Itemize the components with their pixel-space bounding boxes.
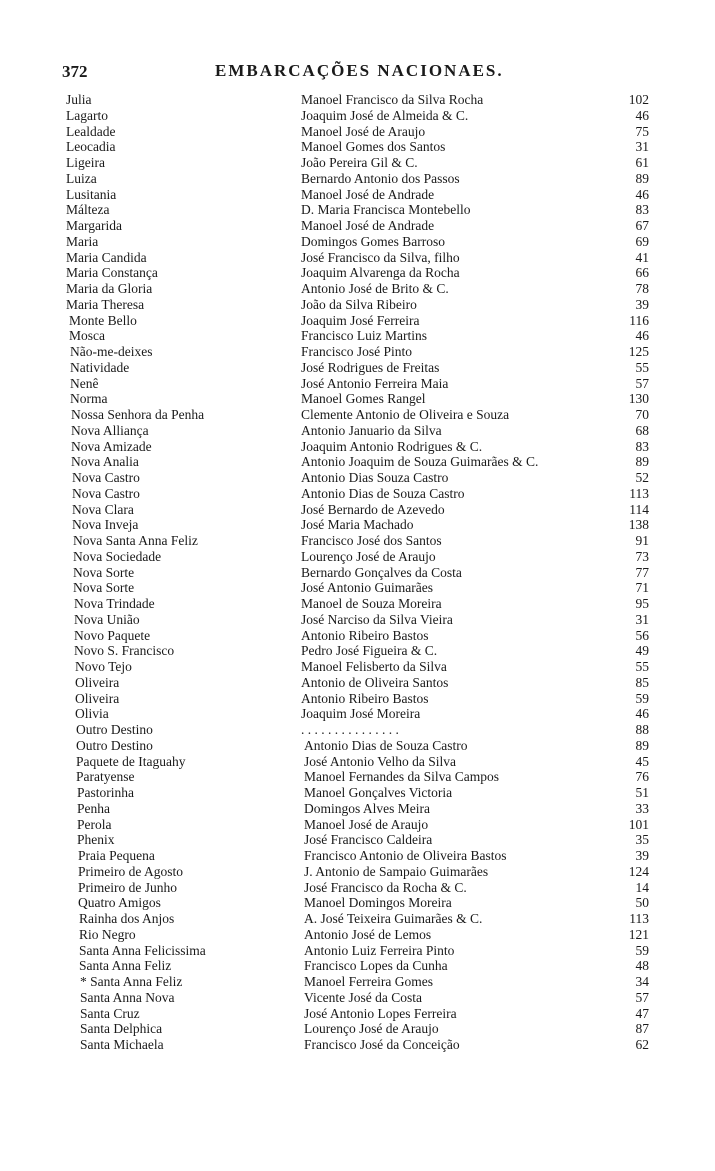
vessel-name: Nova Santa Anna Feliz bbox=[73, 533, 198, 548]
list-item bbox=[0, 297, 715, 313]
owner-name: Francisco Antonio de Oliveira Bastos bbox=[304, 848, 507, 863]
owner-name: . . . . . . . . . . . . . . . bbox=[301, 722, 399, 737]
vessel-name: Rio Negro bbox=[79, 926, 136, 942]
owner-name: Manoel José de Andrade bbox=[301, 186, 435, 202]
vessel-number: 55 bbox=[635, 359, 649, 375]
owner-name: José Antonio Lopes Ferreira bbox=[304, 1005, 457, 1021]
list-item bbox=[0, 565, 715, 581]
vessel-number: 113 bbox=[629, 485, 649, 501]
vessel-name: Paratyense bbox=[76, 769, 135, 785]
vessel-number: 46 bbox=[635, 328, 649, 344]
vessel-name: Não-me-deixes bbox=[70, 344, 153, 359]
list-item bbox=[0, 281, 715, 297]
vessel-name: Santa Michaela bbox=[80, 1037, 164, 1052]
owner-name: Manoel Gomes dos Santos bbox=[301, 139, 446, 155]
list-item bbox=[0, 391, 715, 407]
owner-name: Francisco José dos Santos bbox=[301, 533, 442, 548]
page-number: 372 bbox=[62, 62, 88, 81]
vessel-number: 61 bbox=[635, 155, 649, 170]
owner-name: Francisco José Pinto bbox=[301, 344, 412, 359]
list-item bbox=[0, 691, 715, 707]
list-item bbox=[0, 423, 715, 439]
owner-name: José Antonio Guimarães bbox=[301, 580, 433, 596]
vessel-number: 101 bbox=[628, 816, 649, 832]
owner-name: Antonio Ribeiro Bastos bbox=[301, 627, 429, 643]
owner-name: Antonio Dias de Souza Castro bbox=[304, 737, 468, 753]
owner-name: Antonio Januario da Silva bbox=[301, 422, 442, 438]
vessel-number: 87 bbox=[635, 1021, 649, 1037]
vessel-number: 116 bbox=[629, 312, 649, 328]
list-item bbox=[0, 313, 715, 329]
vessel-number: 48 bbox=[635, 958, 649, 974]
list-item bbox=[0, 801, 715, 817]
owner-name: Domingos Alves Meira bbox=[304, 800, 430, 816]
owner-name: Domingos Gomes Barroso bbox=[301, 233, 445, 249]
vessel-name: Nova Trindade bbox=[74, 596, 155, 611]
vessel-number: 138 bbox=[628, 517, 649, 533]
vessel-name: Oliveira bbox=[75, 690, 120, 706]
list-item bbox=[0, 628, 715, 644]
list-item bbox=[0, 880, 715, 896]
owner-name: Antonio de Oliveira Santos bbox=[301, 674, 449, 690]
list-item bbox=[0, 360, 715, 376]
list-item bbox=[0, 92, 715, 108]
vessel-number: 31 bbox=[635, 139, 649, 155]
vessel-number: 83 bbox=[635, 438, 649, 454]
owner-name: Antonio Joaquim de Souza Guimarães & C. bbox=[301, 454, 539, 470]
list-item bbox=[0, 1021, 715, 1037]
list-item bbox=[0, 817, 715, 833]
owner-name: Manoel José de Araujo bbox=[304, 816, 429, 832]
vessel-number: 31 bbox=[635, 611, 649, 627]
list-item bbox=[0, 659, 715, 675]
list-item bbox=[0, 407, 715, 423]
vessel-name: Margarida bbox=[66, 218, 122, 233]
vessel-name: Primeiro de Junho bbox=[78, 879, 177, 895]
list-item bbox=[0, 265, 715, 281]
vessel-name: Nova Castro bbox=[72, 485, 140, 501]
owner-name: Manoel Domingos Moreira bbox=[304, 895, 452, 911]
owner-name: J. Antonio de Sampaio Guimarães bbox=[304, 863, 489, 879]
list-item bbox=[0, 533, 715, 549]
owner-name: Manoel Gomes Rangel bbox=[301, 391, 426, 407]
owner-name: Antonio Dias Souza Castro bbox=[301, 470, 449, 485]
list-item bbox=[0, 722, 715, 738]
vessel-list bbox=[0, 92, 715, 1053]
list-item bbox=[0, 549, 715, 565]
vessel-name: Novo Tejo bbox=[75, 659, 132, 674]
owner-name: João Pereira Gil & C. bbox=[301, 155, 418, 170]
vessel-name: Praia Pequena bbox=[78, 848, 155, 863]
vessel-name: Maria Theresa bbox=[66, 296, 145, 312]
vessel-number: 46 bbox=[635, 107, 649, 123]
owner-name: José Antonio Velho da Silva bbox=[304, 753, 457, 769]
owner-name: Francisco Luiz Martins bbox=[301, 328, 427, 344]
vessel-number: 85 bbox=[635, 674, 649, 690]
owner-name: Antonio Dias de Souza Castro bbox=[301, 485, 465, 501]
list-item bbox=[0, 927, 715, 943]
vessel-number: 41 bbox=[635, 249, 649, 265]
vessel-number: 73 bbox=[635, 548, 649, 564]
vessel-number: 50 bbox=[635, 895, 649, 911]
vessel-name: Phenix bbox=[77, 832, 115, 848]
vessel-name: Nova Castro bbox=[72, 470, 140, 485]
owner-name: Manoel Felisberto da Silva bbox=[301, 659, 447, 674]
vessel-number: 33 bbox=[635, 800, 649, 816]
vessel-number: 89 bbox=[635, 170, 649, 186]
vessel-number: 67 bbox=[635, 218, 649, 233]
vessel-name: Ligeira bbox=[66, 155, 105, 170]
vessel-name: * Santa Anna Feliz bbox=[80, 974, 183, 989]
vessel-number: 88 bbox=[635, 722, 649, 737]
vessel-number: 125 bbox=[628, 344, 649, 359]
vessel-name: Perola bbox=[77, 816, 112, 832]
vessel-name: Santa Cruz bbox=[80, 1005, 140, 1021]
vessel-name: Lagarto bbox=[66, 107, 108, 123]
owner-name: Manoel Francisco da Silva Rocha bbox=[301, 92, 484, 107]
list-item bbox=[0, 958, 715, 974]
vessel-number: 95 bbox=[635, 596, 649, 611]
vessel-name: Lealdade bbox=[66, 123, 116, 139]
vessel-number: 49 bbox=[635, 643, 649, 659]
owner-name: Joaquim Alvarenga da Rocha bbox=[301, 265, 460, 281]
vessel-name: Málteza bbox=[66, 202, 110, 218]
owner-name: Manoel Ferreira Gomes bbox=[304, 974, 433, 989]
owner-name: Pedro José Figueira & C. bbox=[301, 643, 438, 659]
owner-name: Bernardo Antonio dos Passos bbox=[301, 170, 460, 186]
list-item bbox=[0, 769, 715, 785]
vessel-number: 66 bbox=[635, 265, 649, 281]
list-item bbox=[0, 250, 715, 266]
vessel-name: Santa Anna Felicissima bbox=[79, 942, 206, 958]
vessel-name: Outro Destino bbox=[76, 722, 153, 737]
vessel-number: 59 bbox=[635, 942, 649, 958]
vessel-name: Leocadia bbox=[66, 139, 116, 155]
vessel-number: 91 bbox=[635, 533, 649, 548]
list-item bbox=[0, 517, 715, 533]
list-item bbox=[0, 502, 715, 518]
list-item bbox=[0, 470, 715, 486]
owner-name: José Antonio Ferreira Maia bbox=[301, 375, 449, 391]
vessel-number: 124 bbox=[628, 863, 649, 879]
vessel-number: 83 bbox=[635, 202, 649, 218]
owner-name: Antonio Ribeiro Bastos bbox=[301, 690, 429, 706]
list-item bbox=[0, 108, 715, 124]
list-item bbox=[0, 344, 715, 360]
vessel-number: 57 bbox=[635, 989, 649, 1005]
vessel-number: 51 bbox=[635, 785, 649, 800]
list-item bbox=[0, 580, 715, 596]
owner-name: José Narciso da Silva Vieira bbox=[301, 611, 453, 627]
list-item bbox=[0, 612, 715, 628]
list-item bbox=[0, 218, 715, 234]
list-item bbox=[0, 754, 715, 770]
vessel-name: Quatro Amigos bbox=[78, 895, 161, 911]
vessel-name: Mosca bbox=[69, 328, 105, 344]
vessel-number: 14 bbox=[635, 879, 649, 895]
list-item bbox=[0, 486, 715, 502]
list-item bbox=[0, 124, 715, 140]
vessel-number: 34 bbox=[635, 974, 649, 989]
vessel-name: Primeiro de Agosto bbox=[78, 863, 183, 879]
vessel-number: 46 bbox=[635, 706, 649, 722]
vessel-name: Maria Constança bbox=[66, 265, 158, 281]
owner-name: José Francisco Caldeira bbox=[304, 832, 433, 848]
vessel-name: Rainha dos Anjos bbox=[79, 911, 175, 926]
owner-name: Antonio José de Lemos bbox=[304, 926, 432, 942]
vessel-number: 68 bbox=[635, 422, 649, 438]
owner-name: Bernardo Gonçalves da Costa bbox=[301, 564, 462, 580]
owner-name: José Bernardo de Azevedo bbox=[301, 501, 445, 517]
list-item bbox=[0, 706, 715, 722]
owner-name: João da Silva Ribeiro bbox=[301, 296, 417, 312]
vessel-number: 130 bbox=[628, 391, 649, 407]
vessel-name: Maria bbox=[66, 233, 99, 249]
owner-name: Francisco José da Conceição bbox=[304, 1037, 460, 1052]
list-item bbox=[0, 675, 715, 691]
vessel-name: Nova Clara bbox=[72, 501, 134, 517]
owner-name: Manoel José de Araujo bbox=[301, 123, 426, 139]
owner-name: José Maria Machado bbox=[301, 517, 414, 533]
vessel-name: Nova Sorte bbox=[73, 564, 135, 580]
vessel-name: Novo Paquete bbox=[74, 627, 151, 643]
list-item bbox=[0, 155, 715, 171]
vessel-name: Natividade bbox=[70, 359, 130, 375]
vessel-name: Outro Destino bbox=[76, 737, 153, 753]
owner-name: Antonio José de Brito & C. bbox=[301, 281, 449, 296]
list-item bbox=[0, 864, 715, 880]
vessel-name: Nenê bbox=[70, 375, 99, 391]
owner-name: Vicente José da Costa bbox=[304, 989, 423, 1005]
list-item bbox=[0, 376, 715, 392]
vessel-name: Lusitania bbox=[66, 186, 117, 202]
vessel-name: Nova Amizade bbox=[71, 438, 152, 454]
vessel-name: Julia bbox=[66, 92, 92, 107]
vessel-number: 89 bbox=[635, 737, 649, 753]
owner-name: Joaquim José Ferreira bbox=[301, 312, 420, 328]
vessel-number: 78 bbox=[635, 281, 649, 296]
list-item bbox=[0, 785, 715, 801]
vessel-number: 102 bbox=[628, 92, 649, 107]
vessel-number: 70 bbox=[635, 407, 649, 422]
vessel-number: 59 bbox=[635, 690, 649, 706]
vessel-number: 47 bbox=[635, 1005, 649, 1021]
vessel-name: Nova Sorte bbox=[73, 580, 135, 596]
vessel-name: Oliveira bbox=[75, 674, 120, 690]
owner-name: Joaquim Antonio Rodrigues & C. bbox=[301, 438, 483, 454]
vessel-number: 55 bbox=[635, 659, 649, 674]
vessel-number: 77 bbox=[635, 564, 649, 580]
owner-name: Clemente Antonio de Oliveira e Souza bbox=[301, 407, 510, 422]
list-item bbox=[0, 187, 715, 203]
owner-name: Francisco Lopes da Cunha bbox=[304, 958, 448, 974]
vessel-number: 113 bbox=[629, 911, 649, 926]
owner-name: Manoel Fernandes da Silva Campos bbox=[304, 769, 499, 785]
vessel-number: 62 bbox=[635, 1037, 649, 1052]
vessel-name: Nova União bbox=[74, 611, 140, 627]
vessel-number: 45 bbox=[635, 753, 649, 769]
owner-name: José Francisco da Rocha & C. bbox=[304, 879, 467, 895]
vessel-number: 76 bbox=[635, 769, 649, 785]
list-item bbox=[0, 439, 715, 455]
owner-name: Joaquim José de Almeida & C. bbox=[301, 107, 469, 123]
vessel-name: Nova Alliança bbox=[71, 422, 149, 438]
list-item bbox=[0, 328, 715, 344]
vessel-name: Santa Delphica bbox=[80, 1021, 163, 1037]
vessel-name: Penha bbox=[77, 800, 110, 816]
owner-name: Joaquim José Moreira bbox=[301, 706, 421, 722]
vessel-name: Norma bbox=[70, 391, 108, 407]
vessel-name: Luiza bbox=[66, 170, 97, 186]
owner-name: Manoel Gonçalves Victoria bbox=[304, 785, 453, 800]
list-item bbox=[0, 643, 715, 659]
owner-name: Antonio Luiz Ferreira Pinto bbox=[304, 942, 455, 958]
page-title: EMBARCAÇÕES NACIONAES. bbox=[215, 61, 504, 80]
vessel-number: 114 bbox=[629, 501, 649, 517]
list-item bbox=[0, 990, 715, 1006]
vessel-number: 52 bbox=[635, 470, 649, 485]
list-item bbox=[0, 596, 715, 612]
vessel-name: Nova Analia bbox=[71, 454, 139, 470]
list-item bbox=[0, 895, 715, 911]
vessel-name: Maria da Gloria bbox=[66, 281, 153, 296]
vessel-number: 69 bbox=[635, 233, 649, 249]
list-item bbox=[0, 1037, 715, 1053]
vessel-name: Nossa Senhora da Penha bbox=[71, 407, 205, 422]
vessel-number: 56 bbox=[635, 627, 649, 643]
owner-name: Manoel de Souza Moreira bbox=[301, 596, 442, 611]
list-item bbox=[0, 454, 715, 470]
vessel-name: Monte Bello bbox=[69, 312, 137, 328]
vessel-number: 71 bbox=[635, 580, 649, 596]
vessel-name: Olivia bbox=[75, 706, 109, 722]
list-item bbox=[0, 234, 715, 250]
vessel-name: Santa Anna Feliz bbox=[79, 958, 172, 974]
vessel-number: 35 bbox=[635, 832, 649, 848]
owner-name: D. Maria Francisca Montebello bbox=[301, 202, 471, 218]
vessel-name: Santa Anna Nova bbox=[80, 989, 175, 1005]
owner-name: José Francisco da Silva, filho bbox=[301, 249, 460, 265]
owner-name: Manoel José de Andrade bbox=[301, 218, 435, 233]
vessel-name: Novo S. Francisco bbox=[74, 643, 175, 659]
list-item bbox=[0, 974, 715, 990]
vessel-name: Paquete de Itaguahy bbox=[76, 753, 186, 769]
owner-name: Lourenço José de Araujo bbox=[301, 548, 436, 564]
owner-name: Lourenço José de Araujo bbox=[304, 1021, 439, 1037]
vessel-name: Nova Inveja bbox=[72, 517, 139, 533]
list-item bbox=[0, 911, 715, 927]
vessel-number: 39 bbox=[635, 296, 649, 312]
vessel-number: 57 bbox=[635, 375, 649, 391]
vessel-name: Pastorinha bbox=[77, 785, 134, 800]
vessel-number: 75 bbox=[635, 123, 649, 139]
vessel-number: 89 bbox=[635, 454, 649, 470]
list-item bbox=[0, 139, 715, 155]
vessel-name: Maria Candida bbox=[66, 249, 147, 265]
list-item bbox=[0, 1006, 715, 1022]
vessel-name: Nova Sociedade bbox=[73, 548, 162, 564]
vessel-number: 121 bbox=[628, 926, 649, 942]
owner-name: A. José Teixeira Guimarães & C. bbox=[304, 911, 483, 926]
list-item bbox=[0, 171, 715, 187]
list-item bbox=[0, 832, 715, 848]
owner-name: José Rodrigues de Freitas bbox=[301, 359, 440, 375]
list-item bbox=[0, 202, 715, 218]
list-item bbox=[0, 738, 715, 754]
list-item bbox=[0, 943, 715, 959]
vessel-number: 46 bbox=[635, 186, 649, 202]
list-item bbox=[0, 848, 715, 864]
vessel-number: 39 bbox=[635, 848, 649, 863]
